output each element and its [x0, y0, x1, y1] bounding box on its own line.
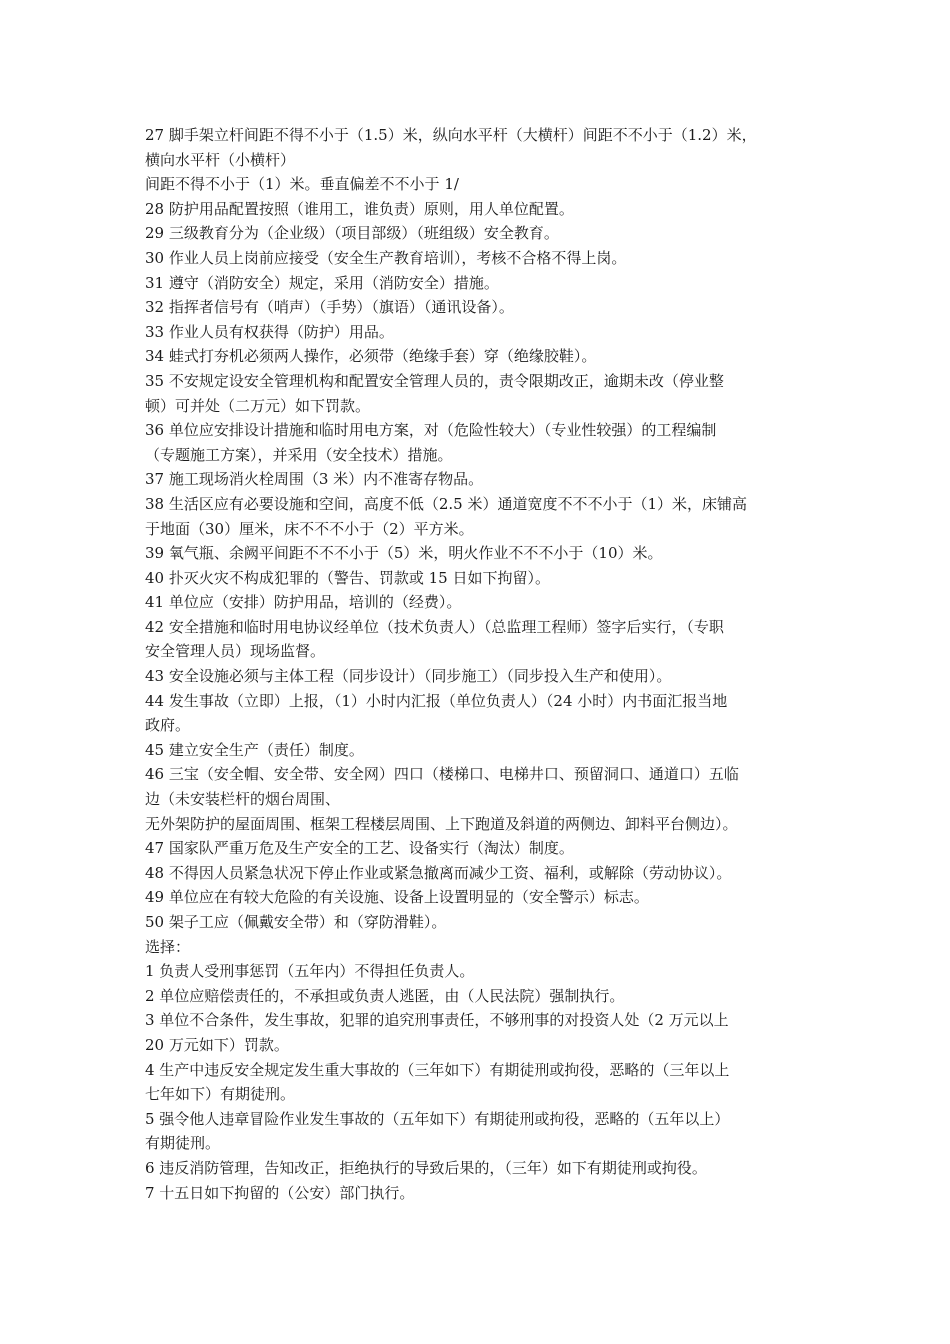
text-line: 间距不得不小于（1）米。垂直偏差不不小于 1/	[145, 175, 459, 194]
text-line: 3 单位不合条件，发生事故，犯罪的追究刑事责任，不够刑事的对投资人处（2 万元以上	[145, 1011, 729, 1030]
text-line: 28 防护用品配置按照（谁用工，谁负责）原则，用人单位配置。	[145, 199, 574, 218]
text-line: 无外架防护的屋面周围、框架工程楼层周围、上下跑道及斜道的两侧边、卸料平台侧边）。	[145, 814, 738, 833]
text-line: 35 不安规定设安全管理机构和配置安全管理人员的，责令限期改正，逾期未改（停业整	[145, 371, 724, 390]
text-line: 40 扑灭火灾不构成犯罪的（警告、罚款或 15 日如下拘留）。	[145, 568, 550, 587]
text-line: （专题施工方案），并采用（安全技术）措施。	[145, 445, 453, 464]
text-line: 37 施工现场消火栓周围（3 米）内不准寄存物品。	[145, 470, 484, 489]
section-heading: 选择：	[145, 937, 191, 956]
text-line: 50 架子工应（佩戴安全带）和（穿防滑鞋）。	[145, 913, 447, 931]
text-line: 42 安全措施和临时用电协议经单位（技术负责人）（总监理工程师）签字后实行，（专职	[145, 617, 724, 636]
text-line: 49 单位应在有较大危险的有关设施、设备上设置明显的（安全警示）标志。	[145, 888, 649, 907]
text-line: 27 脚手架立杆间距不得不小于（1.5）米，纵向水平杆（大横杆）间距不不小于（1.2）米，	[145, 126, 757, 144]
text-line: 2 单位应赔偿责任的，不承担或负责人逃匿，由（人民法院）强制执行。	[145, 986, 625, 1005]
text-line: 48 不得因人员紧急状况下停止作业或紧急撤离而减少工资、福利，或解除（劳动协议）。	[145, 863, 732, 882]
text-line: 安全管理人员）现场监督。	[145, 642, 326, 661]
text-line: 4 生产中违反安全规定发生重大事故的（三年如下）有期徒刑或拘役，恶略的（三年以上	[145, 1060, 730, 1079]
text-line: 32 指挥者信号有（哨声）（手势）（旗语）（通讯设备）。	[145, 298, 514, 317]
text-line: 29 三级教育分为（企业级）（项目部级）（班组级）安全教育。	[145, 224, 559, 243]
text-line: 34 蛙式打夯机必须两人操作，必须带（绝缘手套）穿（绝缘胶鞋）。	[145, 347, 597, 366]
text-line: 41 单位应（安排）防护用品，培训的（经费）。	[145, 593, 462, 612]
text-line: 5 强令他人违章冒险作业发生事故的（五年如下）有期徒刑或拘役，恶略的（五年以上）	[145, 1109, 730, 1128]
text-line: 46 三宝（安全帽、安全带、安全网）四口（楼梯口、电梯井口、预留洞口、通道口）五临	[145, 765, 739, 784]
text-line: 38 生活区应有必要设施和空间，高度不低（2.5 米）通道宽度不不不小于（1）米，床铺高	[145, 494, 748, 513]
text-line: 有期徒刑。	[145, 1134, 221, 1153]
text-line: 44 发生事故（立即）上报，（1）小时内汇报（单位负责人）（24 小时）内书面汇报当地	[145, 691, 728, 710]
text-line: 33 作业人员有权获得（防护）用品。	[145, 322, 394, 341]
text-line: 45 建立安全生产（责任）制度。	[145, 740, 364, 759]
text-line: 43 安全设施必须与主体工程（同步设计）（同步施工）（同步投入生产和使用）。	[145, 667, 672, 686]
text-line: 47 国家队严重万危及生产安全的工艺、设备实行（淘汰）制度。	[145, 839, 574, 858]
text-line: 1 负责人受刑事惩罚（五年内）不得担任负责人。	[145, 962, 475, 981]
text-line: 政府。	[145, 716, 191, 735]
text-line: 39 氧气瓶、余阙平间距不不不小于（5）米，明火作业不不不小于（10）米。	[145, 544, 663, 563]
text-line: 顿）可并处（二万元）如下罚款。	[145, 396, 371, 415]
document-body	[145, 123, 820, 1205]
text-line: 横向水平杆（小横杆）	[145, 150, 296, 169]
text-line: 20 万元如下）罚款。	[145, 1035, 289, 1054]
text-line: 于地面（30）厘米，床不不不小于（2）平方米。	[145, 519, 474, 538]
text-line: 30 作业人员上岗前应接受（安全生产教育培训），考核不合格不得上岗。	[145, 248, 627, 267]
text-line: 6 违反消防管理，告知改正，拒绝执行的导致后果的，（三年）如下有期徒刑或拘役。	[145, 1158, 707, 1177]
text-line: 边（未安装栏杆的烟台周围、	[145, 790, 341, 809]
text-line: 七年如下）有期徒刑。	[145, 1085, 296, 1104]
text-line: 31 遵守（消防安全）规定，采用（消防安全）措施。	[145, 273, 499, 292]
text-line: 7 十五日如下拘留的（公安）部门执行。	[145, 1183, 415, 1202]
text-line: 36 单位应安排设计措施和临时用电方案，对（危险性较大）（专业性较强）的工程编制	[145, 421, 717, 440]
